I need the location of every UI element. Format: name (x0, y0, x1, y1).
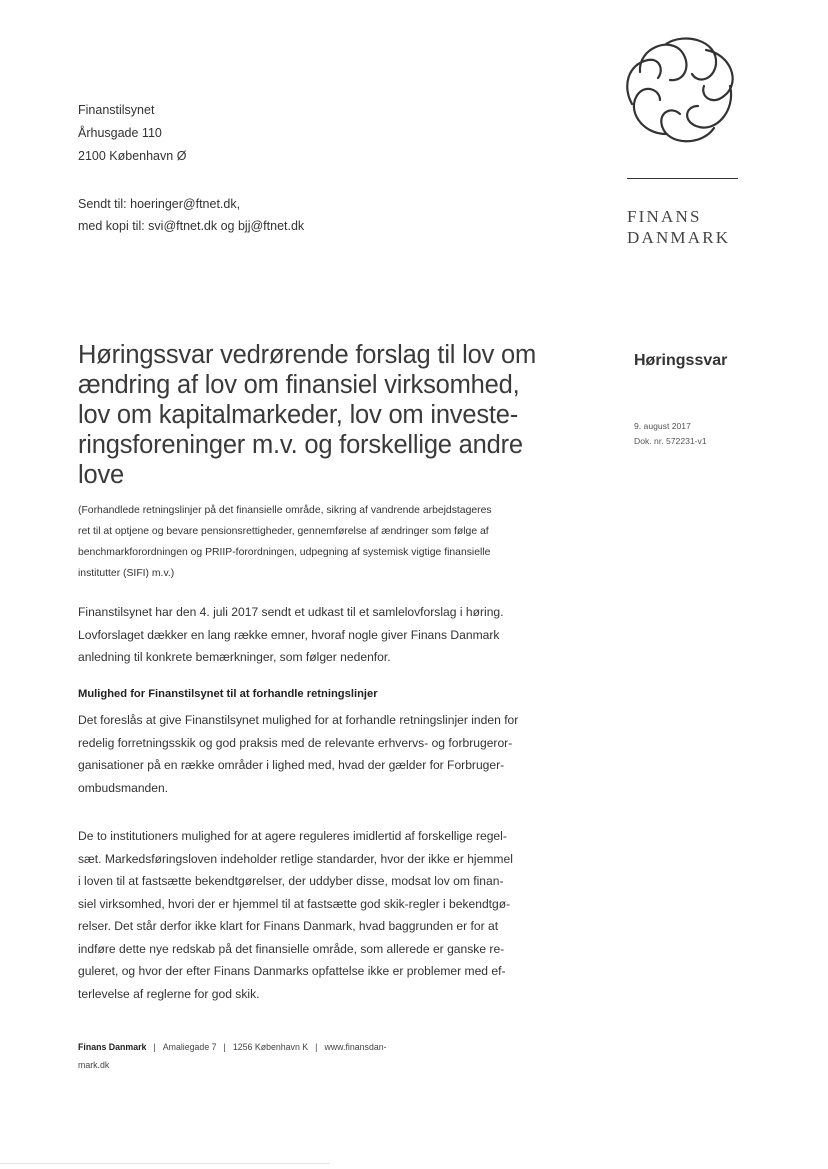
footer-org: Finans Danmark (78, 1042, 147, 1052)
intro-paragraph (78, 601, 576, 669)
text-line: terlevelse af reglerne for god skik. (78, 986, 260, 1001)
section-heading: Mulighed for Finanstilsynet til at forhandle retningslinjer (78, 688, 378, 700)
footer-website[interactable]: www.finansdan- (324, 1042, 387, 1052)
brand-line-2: DANMARK (627, 228, 731, 247)
text-line: siel virksomhed, hvori der er hjemmel til at fastsætte god skik-regler i bekendtgø- (78, 896, 511, 911)
text-line: Lovforslaget dækker en lang række emner, hvoraf nogle giver Finans Danmark (78, 627, 500, 642)
brand-line-1: FINANS (627, 207, 702, 226)
recipient-city: 2100 København Ø (78, 149, 187, 163)
text-line: redelig forretningsskik og god praksis med de relevante erhvervs- og forbrugeror- (78, 735, 513, 750)
footer-website-cont[interactable]: mark.dk (78, 1060, 110, 1070)
document-meta (634, 419, 707, 449)
recipient-name: Finanstilsynet (78, 103, 155, 117)
recipient-address (78, 99, 186, 168)
subtitle-line: ret til at optjene og bevare pensionsrettigheder, gennemførelse af ændringer som følge af (78, 526, 489, 537)
title-line: lov om kapitalmarkeder, lov om investe- (78, 401, 519, 429)
footer-separator: | (315, 1042, 318, 1052)
title-line: love (78, 461, 124, 489)
text-line: De to institutioners mulighed for at agere reguleres imidlertid af forskellige regel- (78, 829, 507, 843)
footer-city: 1256 København K (232, 1042, 309, 1052)
title-line: Høringssvar vedrørende forslag til lov om (78, 341, 537, 369)
section-paragraph-1 (78, 709, 576, 799)
text-line: indføre dette nye redskab på det finansielle område, som allerede er ganske re- (78, 941, 505, 956)
knot-logo-icon (618, 30, 746, 148)
logo-divider (627, 178, 738, 179)
footer-separator: | (153, 1042, 156, 1052)
footer-separator: | (223, 1042, 226, 1052)
document-title (78, 340, 578, 490)
text-line: Det foreslås at give Finanstilsynet mulighed for at forhandle retningslinjer inden for (78, 713, 519, 727)
sent-to-block (78, 193, 304, 237)
cc-line: med kopi til: svi@ftnet.dk og bjj@ftnet.dk (78, 219, 305, 233)
document-date: 9. august 2017 (634, 421, 691, 431)
brand-name (627, 206, 730, 248)
document-number: Dok. nr. 572231-v1 (634, 436, 707, 446)
text-line: i loven til at fastsætte bekendtgørelser, der uddyber disse, modsat lov om finan- (78, 874, 504, 888)
sent-to-line: Sendt til: hoeringer@ftnet.dk, (78, 197, 241, 211)
recipient-street: Århusgade 110 (78, 126, 162, 140)
text-line: ganisationer på en række områder i lighed med, hvad der gælder for Forbruger- (78, 758, 505, 772)
document-type: Høringssvar (634, 352, 728, 369)
scan-artifact-line (0, 1163, 330, 1164)
footer-address: Amaliegade 7 (162, 1042, 217, 1052)
text-line: anledning til konkrete bemærkninger, som følger nedenfor. (78, 650, 391, 664)
subtitle-line: (Forhandlede retningslinjer på det finansielle område, sikring af vandrende arbejdstageres (78, 505, 492, 516)
title-line: ringsforeninger m.v. og forskellige andre (78, 431, 523, 459)
text-line: relser. Det står derfor ikke klart for Finans Danmark, hvad baggrunden er for at (78, 919, 499, 933)
subtitle-line: institutter (SIFI) m.v.) (78, 568, 175, 579)
page-footer (78, 1038, 468, 1074)
document-subtitle (78, 500, 568, 584)
title-line: ændring af lov om finansiel virksomhed, (78, 371, 520, 399)
text-line: ombudsmanden. (78, 780, 169, 795)
text-line: Finanstilsynet har den 4. juli 2017 sendt et udkast til et samlelovforslag i høring. (78, 605, 504, 619)
text-line: guleret, og hvor der efter Finans Danmarks opfattelse ikke er problemer med ef- (78, 964, 506, 978)
text-line: sæt. Markedsføringsloven indeholder retlige standarder, hvor der ikke er hjemmel (78, 851, 513, 866)
section-paragraph-2 (78, 825, 576, 1005)
subtitle-line: benchmarkforordningen og PRIIP-forordningen, udpegning af systemisk vigtige finansielle (78, 547, 491, 558)
